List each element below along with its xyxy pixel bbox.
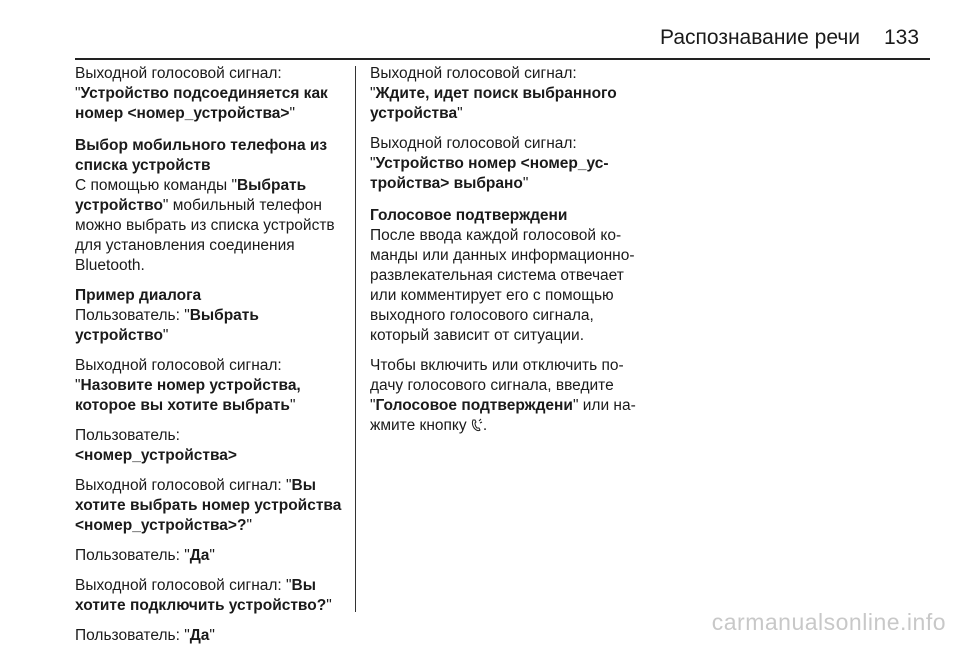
left-column [75, 64, 347, 656]
paragraph: Выходной голосовой сигнал: "Вы хотите выбрать номер устройства <номер_устройства>?" [75, 477, 342, 534]
paragraph: Выходной голосовой сигнал: "Устройство номер <номер_устройства> выбрано" [370, 135, 609, 192]
watermark: carmanualsonline.info [711, 609, 946, 635]
column-divider [355, 66, 356, 612]
paragraph: Пример диалога Пользователь: "Выбрать устройство" [75, 286, 347, 346]
phone-voice-icon [471, 418, 483, 432]
page-title: Распознавание речи [660, 26, 860, 49]
paragraph: Пользователь: "Да" [75, 547, 215, 564]
paragraph: Выходной голосовой сигнал: "Устройство подсоединяется как номер <номер_устройства>" [75, 65, 328, 122]
paragraph: Выходной голосовой сигнал: "Назовите номер устройства, которое вы хотите выбрать" [75, 357, 301, 414]
paragraph: Выбор мобильного телефона из списка устройств С помощью команды "Выбрать устройство" мобильный телефон можно выбрать из списка устройств для установления соединения Bluetooth. [75, 136, 347, 276]
right-column [370, 64, 642, 446]
page-number: 133 [884, 26, 920, 49]
paragraph: Выходной голосовой сигнал: "Вы хотите подключить устройство?" [75, 577, 332, 614]
header-divider [75, 58, 930, 60]
section-heading: Голосовое подтверждени [370, 207, 568, 224]
paragraph: Пользователь: <номер_устройства> [75, 427, 237, 464]
paragraph: Голосовое подтверждени После ввода каждой голосовой команды или данных информационно-развлекательная система отвечает или комментирует его с помощью выходного голосового сигнала, который зависит от ситуации. [370, 206, 642, 346]
paragraph: Пользователь: "Да" [75, 627, 215, 644]
paragraph: Выходной голосовой сигнал: "Ждите, идет поиск выбранного устройства" [370, 65, 617, 122]
section-heading: Пример диалога [75, 287, 202, 304]
section-heading: Выбор мобильного телефона из списка устройств [75, 137, 328, 174]
paragraph: Чтобы включить или отключить подачу голосового сигнала, введите "Голосовое подтверждени" или нажмите кнопку . [370, 357, 636, 434]
